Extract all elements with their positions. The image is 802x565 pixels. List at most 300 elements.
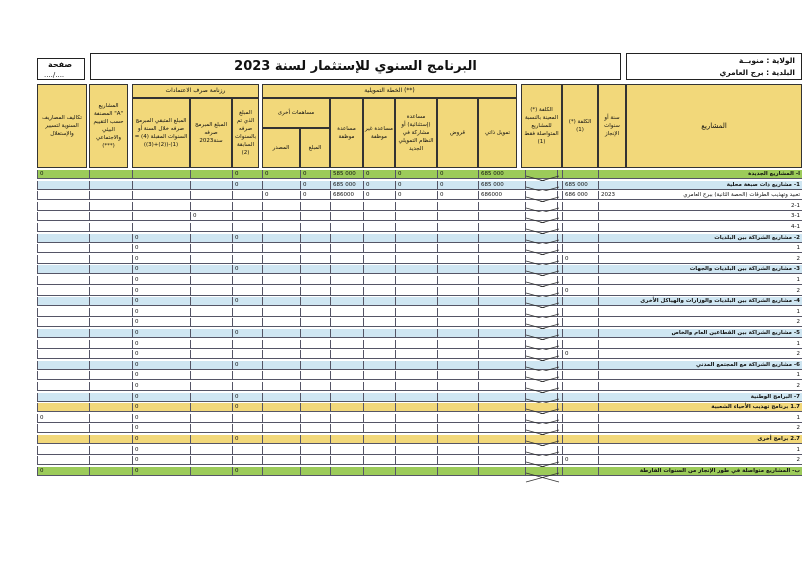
cell-muni: [89, 234, 128, 243]
cell-self: [437, 340, 478, 349]
crossed-cell: [525, 446, 558, 455]
cell-left: [232, 276, 259, 285]
cell-left2: [190, 382, 232, 391]
cell-left2: [190, 287, 232, 296]
cell-loans: [395, 403, 437, 412]
cell-cost: 0: [562, 456, 598, 465]
cell-unalloc: [330, 329, 363, 338]
cell-left2: [190, 223, 232, 232]
table-row: [37, 276, 802, 285]
crossed-cell: [525, 414, 558, 423]
cell-rem: 0: [132, 244, 190, 253]
header-amount: المبلغ: [300, 128, 330, 168]
cell-loans: [395, 308, 437, 317]
row-label: 2: [796, 255, 800, 262]
cell-cost: [562, 202, 598, 211]
table-row: [37, 329, 802, 338]
cell-left: 0: [232, 467, 259, 476]
cell-src: [262, 212, 300, 221]
crossed-cell: [525, 393, 558, 402]
cell-src: [262, 244, 300, 253]
table-row: [37, 265, 802, 274]
row-label: 6- مشاريع الشراكة مع المجتمع المدني: [695, 361, 800, 368]
cell-loans: [395, 414, 437, 423]
cell-rem: 0: [132, 361, 190, 370]
cell-c2023: [478, 297, 514, 306]
cell-left: 0: [232, 361, 259, 370]
cell-muni: [89, 202, 128, 211]
row-label: 2: [796, 319, 800, 326]
cell-muni: [89, 393, 128, 402]
row-label: 2: [796, 383, 800, 389]
cell-loans: [395, 329, 437, 338]
cell-left2: [190, 234, 232, 243]
cell-left: [232, 308, 259, 317]
header-support-grant: مساعدة (إستثنائية) أو مشاركة في النظام التمويلي الجديد: [395, 98, 437, 168]
crossed-cell: [525, 244, 558, 253]
cell-self: [437, 265, 478, 274]
cell-rem: 0: [132, 371, 190, 380]
cell-c2023: [478, 361, 514, 370]
cell-loans: [395, 265, 437, 274]
cell-left2: [190, 202, 232, 211]
cell-rem: 0: [132, 382, 190, 391]
cell-support: [363, 393, 395, 402]
cell-left: 0: [232, 234, 259, 243]
cell-left2: [190, 393, 232, 402]
cell-muni: [89, 318, 128, 327]
cell-self: [437, 403, 478, 412]
cell-loans: [395, 287, 437, 296]
cell-year: [598, 202, 626, 211]
cell-left: 0: [232, 393, 259, 402]
cell-c2023: [478, 265, 514, 274]
cell-unalloc: [330, 318, 363, 327]
cell-alloc: [300, 318, 330, 327]
cell-self: [437, 456, 478, 465]
cell-loans: [395, 202, 437, 211]
cell-year: [598, 350, 626, 359]
cell-c2023: 685 000: [478, 181, 514, 190]
cell-left2: [190, 265, 232, 274]
cell-far: [37, 255, 87, 264]
row-label: ب- المشاريع متواصلة في طور الإنجاز من السنوات الفارطة: [639, 467, 800, 474]
cell-left2: [190, 308, 232, 317]
crossed-cell: [525, 350, 558, 359]
cell-alloc: 0: [300, 170, 330, 179]
cell-src: 0: [262, 191, 300, 200]
cell-year: [598, 318, 626, 327]
cell-alloc: [300, 382, 330, 391]
crossed-cell: [525, 181, 558, 190]
cell-far: [37, 329, 87, 338]
cell-left2: [190, 361, 232, 370]
cell-left2: [190, 297, 232, 306]
cell-cost: [562, 467, 598, 476]
cell-self: [437, 361, 478, 370]
cell-left: 0: [232, 435, 259, 444]
cell-loans: [395, 382, 437, 391]
cell-unalloc: [330, 297, 363, 306]
cell-far: [37, 435, 87, 444]
row-label: 2: [796, 351, 800, 358]
table-row: [37, 382, 802, 391]
title-box: [90, 53, 621, 80]
cell-self: [437, 446, 478, 455]
cell-loans: [395, 297, 437, 306]
cell-far: [37, 234, 87, 243]
cell-src: [262, 446, 300, 455]
cell-rem: 0: [132, 265, 190, 274]
cell-rem: [132, 191, 190, 200]
cell-self: 0: [437, 170, 478, 179]
cell-self: [437, 255, 478, 264]
crossed-cell: [525, 202, 558, 211]
crossed-cell: [525, 361, 558, 370]
cell-year: [598, 340, 626, 349]
cell-year: [598, 244, 626, 253]
cell-far: [37, 202, 87, 211]
cell-left2: [190, 170, 232, 179]
cell-year: 2023: [598, 191, 626, 200]
header-remaining: المبلغ المتبقي المبرمج صرفه خلال السنة أو السنوات المقبلة (4) =(1)-((2)+(3)): [132, 98, 190, 168]
cell-loans: [395, 340, 437, 349]
cell-cost: [562, 297, 598, 306]
cell-src: 0: [262, 170, 300, 179]
cell-unalloc: [330, 424, 363, 433]
cell-alloc: [300, 424, 330, 433]
cell-loans: [395, 350, 437, 359]
cell-far: [37, 191, 87, 200]
cell-support: [363, 424, 395, 433]
cell-left: [232, 414, 259, 423]
row-label: تعبيد وتهذيب الطرقات (الحصة الثانية) ببرج العامري: [683, 192, 800, 199]
cell-support: [363, 350, 395, 359]
cell-support: [363, 297, 395, 306]
cell-unalloc: [330, 456, 363, 465]
cell-c2023: [478, 435, 514, 444]
crossed-cell: [525, 287, 558, 296]
cell-rem: 0: [132, 297, 190, 306]
cell-rem: 0: [132, 393, 190, 402]
cell-support: [363, 234, 395, 243]
cell-cost: [562, 265, 598, 274]
cell-alloc: [300, 202, 330, 211]
cell-c2023: [478, 414, 514, 423]
cell-left2: [190, 318, 232, 327]
row-label: 1: [796, 414, 800, 421]
crossed-cell: [525, 329, 558, 338]
header-disbursement: رزنامة صرف الاعتمادات: [132, 84, 259, 98]
cell-support: 0: [363, 191, 395, 200]
row-label: ا- المشاريع الجديدة: [748, 171, 800, 177]
cell-left2: [190, 403, 232, 412]
cell-muni: [89, 212, 128, 221]
row-label: 1: [796, 372, 800, 379]
cell-cost: [562, 361, 598, 370]
cell-alloc: [300, 287, 330, 296]
cell-loans: [395, 446, 437, 455]
cell-support: [363, 329, 395, 338]
cell-far: [37, 371, 87, 380]
table-row: [37, 170, 802, 179]
cell-src: [262, 297, 300, 306]
cell-muni: [89, 276, 128, 285]
cell-c2023: [478, 446, 514, 455]
cell-year: [598, 393, 626, 402]
cell-support: [363, 371, 395, 380]
header-year: سنة أو سنوات الإنجاز: [598, 84, 626, 168]
cell-cost: [562, 382, 598, 391]
cell-c2023: [478, 467, 514, 476]
row-label: 2: [796, 287, 800, 294]
cell-c2023: [478, 424, 514, 433]
cell-year: [598, 424, 626, 433]
cell-left: [232, 446, 259, 455]
cell-unalloc: [330, 467, 363, 476]
cell-alloc: 0: [300, 191, 330, 200]
cell-left: 0: [232, 265, 259, 274]
cell-year: [598, 403, 626, 412]
cell-left: [232, 340, 259, 349]
cell-rem: 0: [132, 234, 190, 243]
cell-rem: 0: [132, 403, 190, 412]
table-row: [37, 181, 802, 190]
table-row: [37, 424, 802, 433]
cell-unalloc: [330, 403, 363, 412]
cell-unalloc: 585 000: [330, 170, 363, 179]
cell-left: [232, 287, 259, 296]
cell-unalloc: [330, 446, 363, 455]
row-label: 4-1: [791, 224, 800, 230]
header-spent-before: المبلغ الذي تم صرفه بالسنوات السابقة (2): [232, 98, 259, 168]
cell-muni: [89, 424, 128, 433]
cell-src: [262, 308, 300, 317]
cell-unalloc: [330, 234, 363, 243]
cell-muni: [89, 255, 128, 264]
cell-cost: [562, 244, 598, 253]
cell-src: [262, 265, 300, 274]
cell-left: [232, 350, 259, 359]
cell-muni: [89, 456, 128, 465]
cell-muni: [89, 297, 128, 306]
cell-src: [262, 393, 300, 402]
cell-alloc: [300, 212, 330, 221]
cell-c2023: 686000: [478, 191, 514, 200]
cell-unalloc: [330, 265, 363, 274]
crossed-cell: [525, 170, 558, 179]
row-label: 2-1: [791, 202, 800, 209]
cell-support: [363, 223, 395, 232]
crossed-cell: [525, 297, 558, 306]
cell-self: [437, 244, 478, 253]
cell-alloc: [300, 329, 330, 338]
cell-left2: [190, 255, 232, 264]
crossed-cell: [525, 212, 558, 221]
cell-muni: [89, 446, 128, 455]
cell-loans: [395, 234, 437, 243]
cell-src: [262, 329, 300, 338]
cell-src: [262, 255, 300, 264]
header-self-funding: تمويل ذاتي: [478, 98, 517, 168]
cell-alloc: [300, 446, 330, 455]
cell-left2: [190, 467, 232, 476]
cell-cost: [562, 170, 598, 179]
cell-year: [598, 297, 626, 306]
cell-c2023: [478, 212, 514, 221]
cell-loans: [395, 456, 437, 465]
cell-alloc: [300, 223, 330, 232]
cell-cost: [562, 212, 598, 221]
cell-cost: [562, 234, 598, 243]
cell-loans: [395, 361, 437, 370]
cell-self: [437, 223, 478, 232]
cell-muni: [89, 191, 128, 200]
cell-rem: 0: [132, 287, 190, 296]
table-row: [37, 223, 802, 232]
header-municipal-projects: المشاريع المصنفة "A" حسب التقييم البيئي والاجتماعي (***): [89, 84, 128, 168]
cell-self: [437, 308, 478, 317]
cell-left2: [190, 329, 232, 338]
cell-c2023: [478, 350, 514, 359]
cell-left2: [190, 371, 232, 380]
header-loans: قروض: [437, 98, 478, 168]
cell-rem: 0: [132, 446, 190, 455]
cell-unalloc: [330, 350, 363, 359]
cell-loans: [395, 371, 437, 380]
table-row: [37, 340, 802, 349]
cell-rem: 0: [132, 435, 190, 444]
cell-far: [37, 350, 87, 359]
table-row: [37, 202, 802, 211]
cell-left: [232, 318, 259, 327]
table-row: [37, 446, 802, 455]
cell-unalloc: [330, 361, 363, 370]
cell-self: [437, 297, 478, 306]
cell-left: [232, 244, 259, 253]
cell-support: [363, 276, 395, 285]
table-row: [37, 414, 802, 423]
cell-unalloc: [330, 287, 363, 296]
cell-unalloc: [330, 202, 363, 211]
cell-unalloc: [330, 255, 363, 264]
cell-unalloc: [330, 393, 363, 402]
cell-c2023: [478, 202, 514, 211]
cell-left: 0: [232, 170, 259, 179]
cell-support: [363, 414, 395, 423]
cell-far: [37, 297, 87, 306]
cell-left: 0: [232, 329, 259, 338]
cell-alloc: [300, 456, 330, 465]
cell-far: [37, 340, 87, 349]
cell-year: [598, 329, 626, 338]
crossed-cell: [525, 191, 558, 200]
cell-muni: [89, 361, 128, 370]
cell-c2023: [478, 255, 514, 264]
cell-cost: 0: [562, 287, 598, 296]
cell-cost: [562, 308, 598, 317]
cell-year: [598, 456, 626, 465]
crossed-cell: [525, 223, 558, 232]
cell-loans: [395, 393, 437, 402]
cell-year: [598, 371, 626, 380]
cell-muni: [89, 308, 128, 317]
cell-rem: [132, 212, 190, 221]
cell-rem: 0: [132, 308, 190, 317]
cell-left: [232, 255, 259, 264]
cell-muni: [89, 467, 128, 476]
cell-src: [262, 276, 300, 285]
cell-left2: [190, 424, 232, 433]
cell-self: [437, 467, 478, 476]
cell-year: [598, 467, 626, 476]
header-projects: المشاريع: [626, 84, 802, 168]
cell-alloc: [300, 297, 330, 306]
cell-alloc: [300, 308, 330, 317]
row-label: 5- مشاريع الشراكة بين القطاعين العام والخاص: [671, 330, 800, 336]
cell-rem: 0: [132, 340, 190, 349]
cell-year: [598, 181, 626, 190]
cell-c2023: [478, 287, 514, 296]
cell-left2: [190, 191, 232, 200]
cell-self: [437, 350, 478, 359]
cell-muni: [89, 287, 128, 296]
cell-src: [262, 382, 300, 391]
cell-left: 0: [232, 181, 259, 190]
cell-self: [437, 318, 478, 327]
cell-left2: [190, 244, 232, 253]
cell-far: [37, 393, 87, 402]
cell-src: [262, 287, 300, 296]
cell-year: [598, 265, 626, 274]
cell-far: [37, 181, 87, 190]
cell-loans: [395, 435, 437, 444]
header-annual-costs: تكاليف المصاريف السنوية لتسيير والإستغلال: [37, 84, 87, 168]
cell-alloc: [300, 244, 330, 253]
header-funded-cost: الكلفة (*) المعينة بالنسبة للمشاريع المتواصلة فقط (1): [521, 84, 562, 168]
cell-left: [232, 202, 259, 211]
table-row: [37, 456, 802, 465]
cell-cost: [562, 329, 598, 338]
row-label: 4- مشاريع الشراكة بين البلديات والوزارات والهياكل الأخرى: [640, 298, 800, 305]
cell-muni: [89, 244, 128, 253]
cell-cost: [562, 403, 598, 412]
cell-unalloc: [330, 382, 363, 391]
cell-self: [437, 393, 478, 402]
cell-c2023: [478, 456, 514, 465]
cell-alloc: [300, 361, 330, 370]
cell-alloc: [300, 265, 330, 274]
cell-year: [598, 414, 626, 423]
cell-support: 0: [363, 181, 395, 190]
cell-c2023: [478, 318, 514, 327]
cell-support: [363, 202, 395, 211]
cell-unalloc: [330, 371, 363, 380]
cell-support: [363, 382, 395, 391]
cell-src: [262, 467, 300, 476]
cell-alloc: [300, 467, 330, 476]
cell-self: [437, 424, 478, 433]
cell-loans: 0: [395, 181, 437, 190]
cell-loans: [395, 244, 437, 253]
cell-self: [437, 382, 478, 391]
cell-alloc: [300, 393, 330, 402]
row-label: 2- مشاريع الشراكة بين البلديات: [714, 234, 800, 241]
cell-left: [232, 424, 259, 433]
cell-left2: [190, 456, 232, 465]
row-label: 2: [796, 425, 800, 432]
cell-support: 0: [363, 170, 395, 179]
